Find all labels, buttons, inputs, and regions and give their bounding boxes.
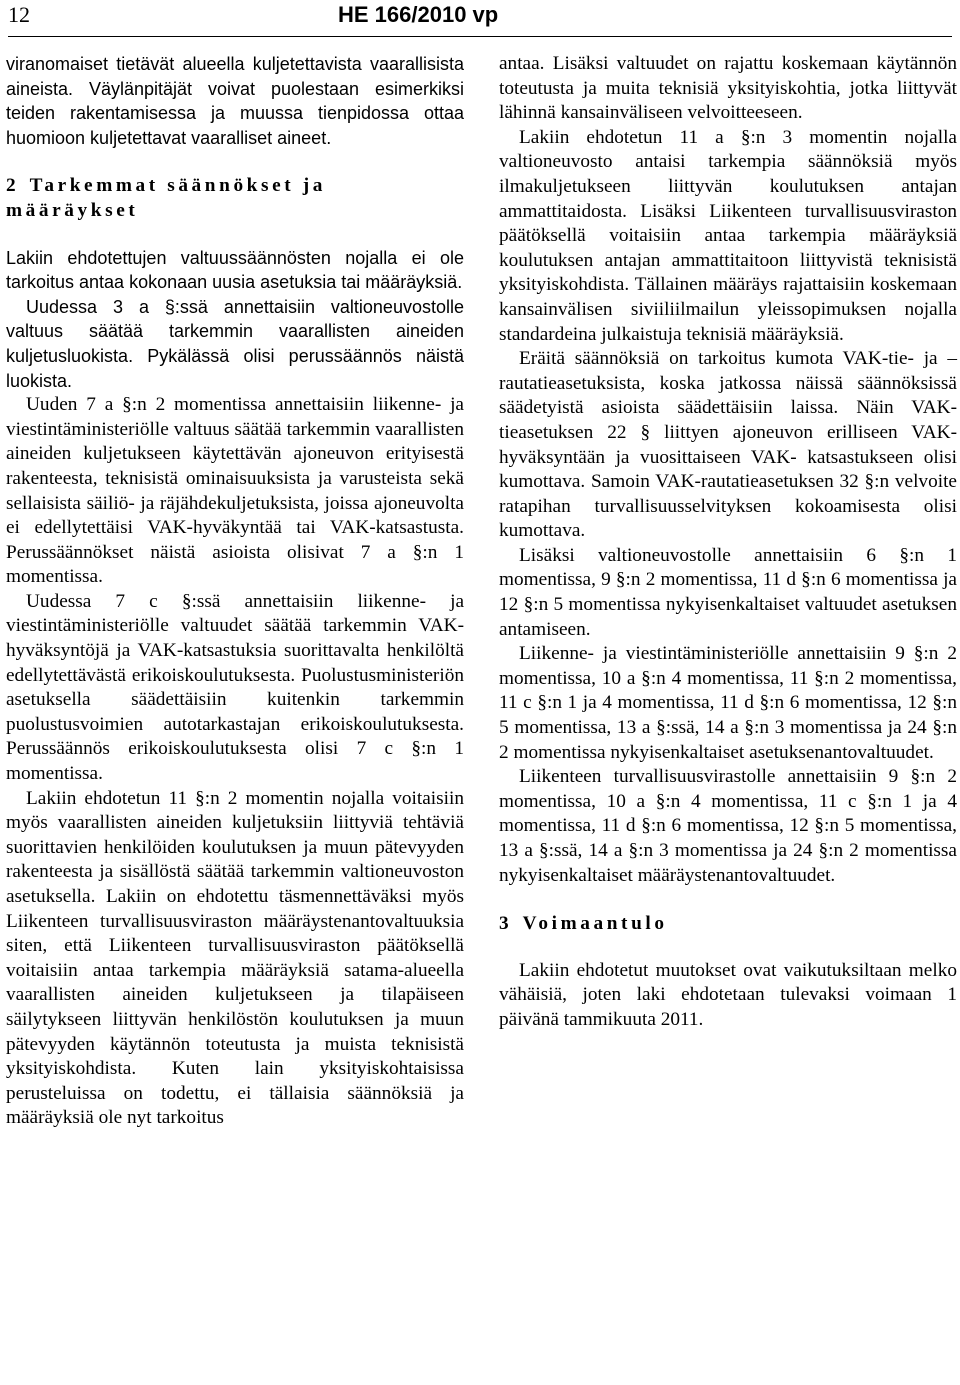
paragraph: viranomaiset tietävät alueella kuljetettavista vaarallisista aineista. Väylänpitäjät voivat puolestaan esimerkiksi teiden rakentamisessa ja muussa tienpidossa ottaa huomioon kuljetettavat vaaralliset aineet. [6, 54, 464, 148]
paragraph: Uudessa 7 c §:ssä annettaisiin liikenne- ja viestintäministeriölle valtuudet säätää tarkemmin VAK-hyväksyntöjä ja VAK-katsastuksia suorittavalta henkilöltä edellytettävästä erikoiskoulutuksesta. Puolustusministeriön asetuksella säädettäisiin kuitenkin tarkemmin puolustusvoimien autotarkastajan erikoiskoulutuksesta. Perussäännös erikoiskoulutuksesta olisi 7 c §:n 1 momentissa. [6, 590, 464, 785]
page-number: 12 [8, 2, 30, 27]
right-column [499, 52, 957, 1033]
section-title: Tarkemmat säännökset ja määräykset [6, 175, 326, 221]
section-heading [499, 912, 957, 937]
section-number: 2 [6, 175, 16, 197]
paragraph: Lakiin ehdotetut muutokset ovat vaikutuksiltaan melko vähäisiä, joten laki ehdotetaan tulevaksi voimaan 1 päivänä tammikuuta 2011. [499, 959, 957, 1030]
paragraph: Eräitä säännöksiä on tarkoitus kumota VAK-tie- ja –rautatieasetuksista, koska jatkossa näissä säännöksissä säädetyistä asioista säädettäisiin laissa. Näin VAK-tieasetuksen 22 § liittyen ajoneuvon erilliseen VAK-hyväksyntään ja vuosittaiseen VAK- katsastukseen olisi kumottava. Samoin VAK-rautatieasetuksen 32 §:n velvoite ratapihan turvallisuusselvityksen kokoamisesta olisi kumottava. [499, 348, 957, 542]
left-column [6, 52, 464, 1131]
paragraph: Lakiin ehdotettujen valtuussäännösten nojalla ei ole tarkoitus antaa kokonaan uusia asetuksia tai määräyksiä. [6, 247, 464, 293]
paragraph: Lakiin ehdotetun 11 a §:n 3 momentin nojalla valtioneuvosto antaisi tarkempia säännöksiä myös ilmakuljetukseen liittyvän koulutuksen antajan ammattitaidosta. Lisäksi Liikenteen turvallisuusviraston päätöksellä voitaisiin antaa tarkempia määräyksiä koulutuksen antajan ammattitaitoon liittyvistä teknisistä yksityiskohdista. Tällainen määräys rajattaisiin koskemaan kansainvälisen siviiliilmailun yleissopimuksen nojalla standardeina julkaistuja teknisiä määräyksiä. [499, 126, 957, 345]
paragraph: Uudessa 3 a §:ssä annettaisiin valtioneuvostolle valtuus säätää tarkemmin vaarallisten aineiden kuljetusluokista. Pykälässä olisi perussäännös näistä luokista. [6, 296, 464, 391]
section-number: 3 [499, 913, 509, 935]
section-title: Voimaantulo [522, 913, 668, 935]
header-rule [8, 36, 952, 37]
paragraph: Lisäksi valtioneuvostolle annettaisiin 6 §:n 1 momentissa, 9 §:n 2 momentissa, 11 d §:n 6 momentissa ja 12 §:n 5 momentissa nykyisenkaltaiset valtuudet asetuksen antamiseen. [499, 544, 957, 640]
paragraph: Liikenne- ja viestintäministeriölle annettaisiin 9 §:n 2 momentissa, 10 a §:n 4 momentissa, 11 §:n 2 momentissa, 11 c §:n 1 ja 4 momentissa, 11 d §:n 6 momentissa, 12 §:n 5 momentissa, 13 a §:ssä, 14 a §:n 3 momentissa ja 24 §:n 2 momentissa nykyisenkaltaiset asetuksenantovaltuudet. [499, 643, 957, 763]
paragraph: Liikenteen turvallisuusvirastolle annettaisiin 9 §:n 2 momentissa, 10 a §:n 4 momentissa, 11 c §:n 1 ja 4 momentissa, 11 d §:n 6 momentissa, 12 §:n 5 momentissa, 13 a §:ssä, 14 a §:n 3 momentissa ja 24 §:n 2 momentissa nykyisenkaltaiset määräystenantovaltuudet. [499, 766, 957, 886]
paragraph: antaa. Lisäksi valtuudet on rajattu koskemaan käytännön toteutusta ja muita teknisiä yksityiskohtia, jotka liittyvät lähinnä kansainväliseen velvoitteeseen. [499, 53, 957, 124]
document-id: HE 166/2010 vp [338, 2, 499, 27]
paragraph: Lakiin ehdotetun 11 §:n 2 momentin nojalla voitaisiin myös vaarallisten aineiden kuljetuksiin liittyviä tehtäviä suorittavien henkilöiden koulutuksen ja muun pätevyyden rakenteesta ja sisällöstä säätää tarkemmin valtioneuvoston asetuksella. Lakiin on ehdotettu täsmennettäväksi myös Liikenteen turvallisuusviraston määräystenantovaltuuksia siten, että Liikenteen turvallisuusviraston päätöksellä voitaisiin antaa tarkempia määräyksiä satama-alueella vaarallisten aineiden kuljetukseen ja tilapäiseen säilytykseen liittyvän henkilöstön koulutuksen ja muun pätevyyden käytännön toteutusta ja muista teknisistä yksityiskohdista. Kuten lain yksityiskohtaisissa perusteluissa on todettu, ei tällaisia säännöksiä ja määräyksiä ole nyt tarkoitus [6, 787, 464, 1129]
section-heading [6, 174, 464, 223]
paragraph: Uuden 7 a §:n 2 momentissa annettaisiin liikenne- ja viestintäministeriölle valtuus säätää tarkemmin vaarallisten aineiden kuljetukseen käytettävän ajoneuvon erityisestä rakenteesta, teknisistä ominaisuuksista ja varusteista sekä sellaisista säiliö- ja räjähdekuljetuksista, joissa ajoneuvolta ei edellytettäisi VAK-hyväkyntää tai VAK-katsastusta. Perussäännökset näistä asioista olisivat 7 a §:n 1 momentissa. [6, 394, 464, 588]
page-header [0, 0, 960, 40]
